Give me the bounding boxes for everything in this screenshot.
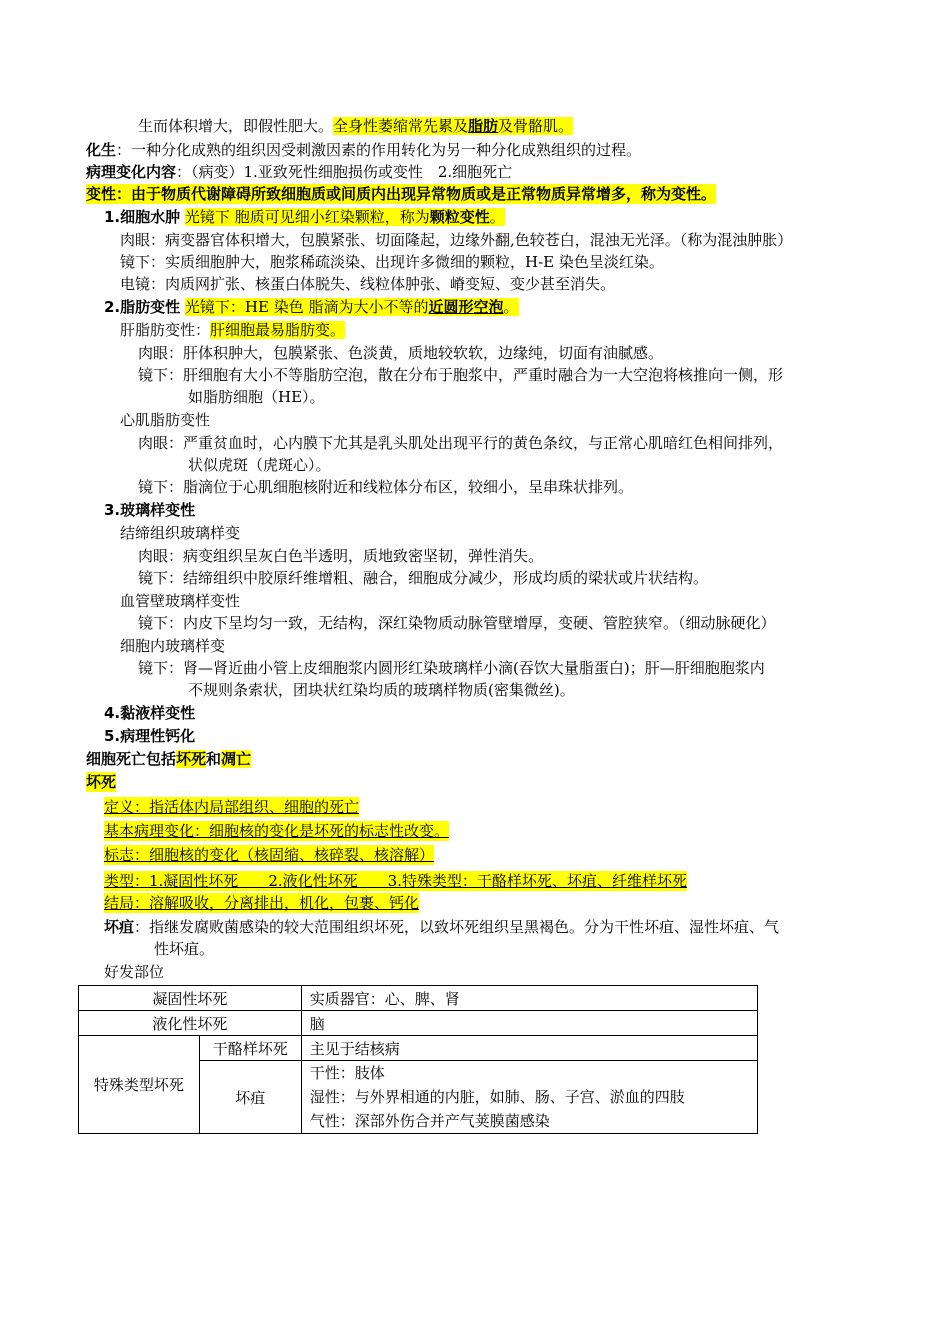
s3-a-gross: 肉眼：病变组织呈灰白色半透明，质地致密坚韧，弹性消失。	[138, 547, 544, 565]
gan-heading	[120, 320, 345, 340]
bingli-line	[86, 162, 512, 182]
gangrene-line-cont: 性坏疽。	[154, 940, 215, 958]
table-row	[79, 1036, 758, 1061]
s1-gross: 肉眼：病变器官体积增大，包膜紧张、切面隆起，边缘外翻,色较苍白，混浊无光泽。（称为混浊肿胀）	[120, 231, 793, 249]
highlight-text	[185, 298, 519, 316]
gan-micro-cont: 如脂肪细胞（HE）。	[188, 388, 325, 406]
highlight-text	[333, 117, 573, 135]
highlight-text: 肝细胞最易脂肪变。	[210, 321, 346, 339]
s3-a-heading: 结缔组织玻璃样变	[120, 524, 241, 542]
table-cell: 主见于结核病	[301, 1036, 757, 1061]
gan-gross: 肉眼：肝体积肿大，包膜紧张、色淡黄，质地较软软，边缘纯，切面有油腻感。	[138, 344, 664, 362]
table-row	[79, 1011, 758, 1036]
necrosis-sites-table	[78, 985, 758, 1134]
section-title: 2.脂肪变性	[104, 298, 181, 316]
table-cell: 干酪样坏死	[199, 1036, 301, 1061]
xin-heading: 心肌脂肪变性	[120, 411, 211, 429]
intro-text: 生而体积增大，即假性肥大。	[138, 117, 334, 135]
section-3-heading: 3.玻璃样变性	[104, 501, 196, 519]
highlight-part: 光镜下：HE 染色 脂滴为大小不等的	[184, 298, 429, 316]
table-cell: 实质器官：心、脾、肾	[301, 986, 757, 1011]
highlight-bold: 近圆形空泡	[428, 298, 504, 316]
gangrene-wet: 湿性：与外界相通的内脏，如肺、肠、子宫、淤血的四肢	[309, 1088, 685, 1106]
huasheng-text: ：一种分化成熟的组织因受刺激因素的作用转化为另一种分化成熟组织的过程。	[116, 141, 642, 159]
sites-label: 好发部位	[104, 963, 165, 981]
gangrene-text: ：指继发腐败菌感染的较大范围组织坏死，以致坏死组织呈黑褐色。分为干性坏疽、湿性坏疽、气	[134, 918, 780, 936]
intro-line-1	[138, 116, 573, 136]
highlight-part: 全身性萎缩常先累及	[333, 117, 469, 135]
s3-c-micro-cont: 不规则条索状，团块状红染均质的玻璃样物质(密集微丝)。	[188, 681, 575, 699]
huaisi-types: 类型：1.凝固性坏死 2.液化性坏死 3.特殊类型：干酪样坏死、坏疽、纤维样坏死	[104, 872, 687, 890]
s3-a-micro: 镜下：结缔组织中胶原纤维增粗、融合，细胞成分减少，形成均质的梁状或片状结构。	[138, 569, 709, 587]
table-cell: 坏疽	[199, 1061, 301, 1134]
highlight-bold: 脂肪	[468, 117, 499, 135]
xin-gross-cont: 状似虎斑（虎斑心）。	[188, 456, 331, 474]
gangrene-label: 坏疽	[104, 918, 135, 936]
bingli-label: 病理变化内容	[86, 163, 177, 181]
gangrene-line	[104, 917, 779, 937]
section-4-heading: 4.黏液样变性	[104, 704, 196, 722]
s3-b-micro: 镜下：内皮下呈均匀一致，无结构，深红染物质动脉管壁增厚，变硬、管腔狭窄。（细动脉硬化）	[138, 614, 776, 632]
section-1-heading	[104, 207, 505, 227]
text: 和	[206, 750, 222, 768]
highlight-part: 及骨骼肌。	[498, 117, 574, 135]
section-title: 1.细胞水肿	[104, 208, 181, 226]
highlight-part: 。	[503, 298, 519, 316]
s3-b-heading: 血管壁玻璃样变性	[120, 592, 241, 610]
s3-c-heading: 细胞内玻璃样变	[120, 637, 226, 655]
highlight-bold: 颗粒变性	[429, 208, 490, 226]
table-cell	[301, 1061, 757, 1134]
highlight-part: 。	[489, 208, 505, 226]
huasheng-label: 化生	[86, 141, 117, 159]
xin-micro: 镜下：脂滴位于心肌细胞核附近和线粒体分布区，较细小，呈串珠状排列。	[138, 478, 634, 496]
table-row	[79, 986, 758, 1011]
table-cell: 凝固性坏死	[79, 986, 302, 1011]
s1-em: 电镜：肉质网扩张、核蛋白体脱失、线粒体肿张、嵴变短、变少甚至消失。	[120, 275, 616, 293]
section-5-heading: 5.病理性钙化	[104, 727, 196, 745]
gangrene-gas: 气性：深部外伤合并产气荚膜菌感染	[309, 1112, 550, 1130]
s1-micro: 镜下：实质细胞肿大，胞浆稀疏淡染、出现许多微细的颗粒，H-E 染色呈淡红染。	[120, 253, 664, 271]
table-cell: 液化性坏死	[79, 1011, 302, 1036]
section-2-heading	[104, 297, 519, 317]
cell-death-heading	[86, 749, 251, 769]
huaisi-basic-change: 基本病理变化：细胞核的变化是坏死的标志性改变。	[104, 822, 450, 840]
highlight-part: 光镜下 胞质可见细小红染颗粒，称为	[184, 208, 430, 226]
xin-gross: 肉眼：严重贫血时，心内膜下尤其是乳头肌处出现平行的黄色条纹，与正常心肌暗红色相间排列，	[138, 434, 784, 452]
huasheng-line	[86, 140, 641, 160]
huaisi-marker: 标志：细胞核的变化（核固缩、核碎裂、核溶解）	[104, 846, 435, 864]
gangrene-dry: 干性：肢体	[309, 1064, 385, 1082]
huaisi-definition: 定义：指活体内局部组织、细胞的死亡	[104, 798, 360, 816]
gan-micro: 镜下：肝细胞有大小不等脂肪空泡，散在分布于胞浆中，严重时融合为一大空泡将核推向一侧，形	[138, 366, 784, 384]
highlight-text: 坏死	[176, 750, 207, 768]
bingli-text: ：（病变）1.亚致死性细胞损伤或变性 2.细胞死亡	[176, 163, 513, 181]
bianxing-definition: 变性：由于物质代谢障碍所致细胞质或间质内出现异常物质或是正常物质异常增多，称为变性。	[86, 185, 717, 203]
huaisi-heading: 坏死	[86, 773, 117, 791]
text: 细胞死亡包括	[86, 750, 177, 768]
highlight-text	[185, 208, 505, 226]
table-cell: 特殊类型坏死	[79, 1036, 200, 1134]
s3-c-micro: 镜下：肾—肾近曲小管上皮细胞浆内圆形红染玻璃样小滴(吞饮大量脂蛋白)；肝—肝细胞胞浆内	[138, 659, 765, 677]
table-cell: 脑	[301, 1011, 757, 1036]
highlight-text: 凋亡	[221, 750, 252, 768]
huaisi-outcome: 结局：溶解吸收，分离排出，机化，包裹、钙化	[104, 894, 420, 912]
gan-label: 肝脂肪变性：	[120, 321, 211, 339]
